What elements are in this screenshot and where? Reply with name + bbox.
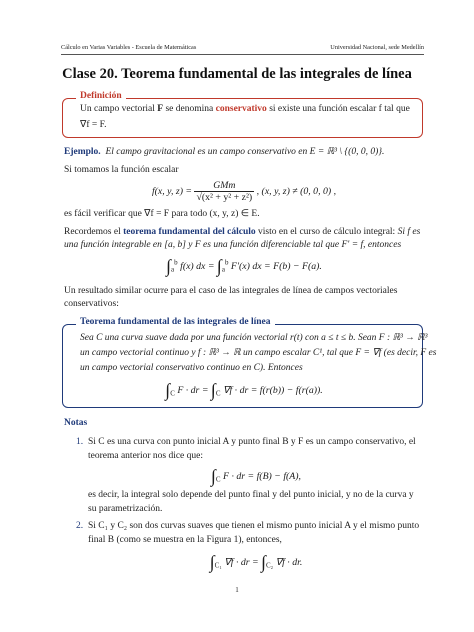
definition-line2: ∇f = F.: [80, 120, 107, 130]
recall-line1: Recordemos el teorema fundamental del cálculo visto en el curso de cálculo integral: Si f es: [64, 227, 421, 237]
example-label: Ejemplo.: [64, 147, 101, 157]
theorem-line1: Sea C una curva suave dada por una función vectorial r(t) con a ≤ t ≤ b. Sean F : ℝ³ → ℝ³: [80, 333, 428, 343]
example-line: Ejemplo. El campo gravitacional es un campo conservativo en E = ℝ³ \ {(0, 0, 0)}.: [64, 147, 385, 157]
scalar-function-equation: f(x, y, z) = $\frac{\text{GMm}}{\text{√(x² + y² + z²)}}$ , (x, y, z) ≠ (0, 0, 0) ,: [151, 180, 337, 203]
theorem-equation: $\int_C$ F · dr = $\int_C$ ∇f · dr = f(r(b)) − f(r(a)).: [165, 380, 323, 400]
example-intro: Si tomamos la función escalar: [64, 165, 179, 175]
ftc-equation: $\int_a^b$ f(x) dx = $\int_a^b$ F′(x) dx = F(b) − F(a).: [166, 256, 322, 276]
similar-line2: conservativos:: [64, 299, 119, 309]
header-left: Cálculo en Varias Variables - Escuela de Matemáticas: [61, 44, 197, 51]
note-1-line2: teorema anterior nos dice que:: [88, 451, 204, 461]
header-right: Universidad Nacional, sede Medellín: [330, 44, 424, 51]
note-1-equation: $\int_C$ F · dr = f(B) − f(A),: [210, 466, 302, 486]
page-title: Clase 20. Teorema fundamental de las integrales de línea: [62, 66, 412, 82]
ftc-keyword: teorema fundamental del cálculo: [123, 227, 256, 237]
notes-heading: Notas: [64, 418, 88, 428]
recall-line2: una función integrable en [a, b] y F es una función diferenciable tal que F′ = f, entonces: [64, 240, 402, 250]
definition-line1: Un campo vectorial F se denomina conservativo si existe una función escalar f tal que: [80, 104, 410, 114]
definition-heading: Definición: [76, 91, 126, 101]
note-1-number: 1.: [76, 437, 84, 447]
note-2-number: 2.: [76, 521, 84, 531]
similar-line1: Un resultado similar ocurre para el caso de las integrales de línea de campos vectoriales: [64, 286, 398, 296]
note-2-line1: Si C₁ y C₂ son dos curvas suaves que tienen el mismo punto inicial A y el mismo punto: [88, 521, 420, 531]
example-conclusion: es fácil verificar que ∇f = F para todo (x, y, z) ∈ E.: [64, 209, 260, 219]
theorem-line2: un campo vectorial continuo y f : ℝ³ → ℝ un campo escalar C¹, tal que F = ∇f (es decir, F es: [80, 348, 437, 358]
note-1-line1: Si C es una curva con punto inicial A y punto final B y F es un campo conservativo, el: [88, 437, 416, 447]
theorem-line3: un campo vectorial conservativo continuo en C). Entonces: [80, 363, 303, 373]
note-2-equation: $\int_{C_1}$ ∇f · dr = $\int_{C_2}$ ∇f · dr.: [209, 552, 303, 572]
note-2-line2: final B (como se muestra en la Figura 1), entonces,: [88, 535, 282, 545]
conservative-keyword: conservativo: [215, 104, 267, 114]
note-1-line4: su parametrización.: [88, 504, 163, 514]
theorem-heading: Teorema fundamental de las integrales de línea: [76, 317, 275, 327]
page-number: 1: [235, 586, 239, 594]
note-1-line3: es decir, la integral solo depende del punto final y del punto inicial, y no de la curva y: [88, 490, 414, 500]
header-rule: [61, 54, 424, 55]
